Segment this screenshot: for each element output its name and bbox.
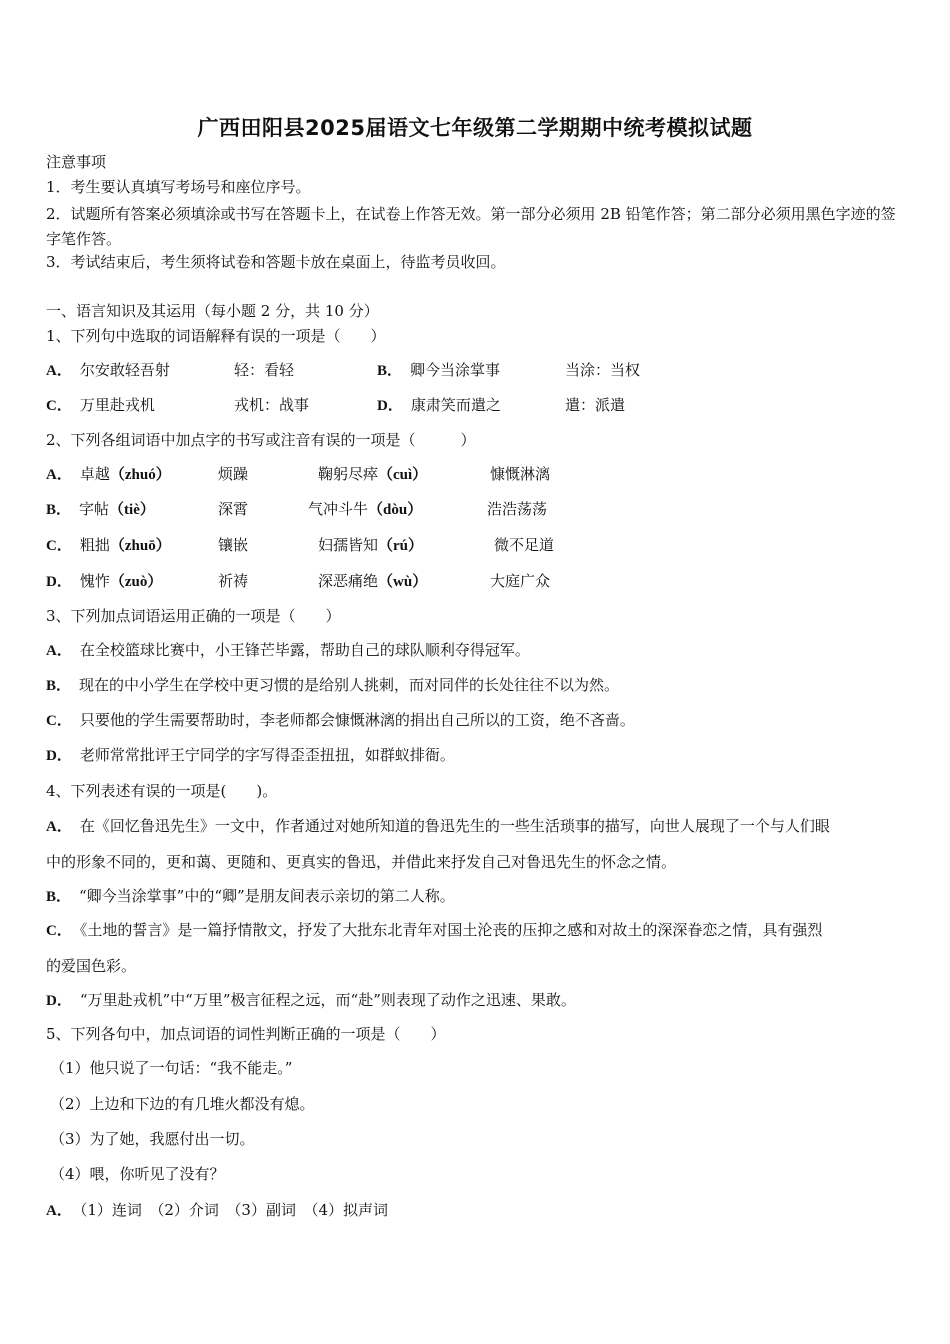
q5-item-3: （3）为了她，我愿付出一切。 — [50, 1130, 255, 1148]
q2-option-a-word4: 慷慨淋漓 — [490, 465, 551, 483]
q2-option-c: C． 粗拙（zhuō） — [46, 536, 171, 554]
q2-option-d-word4: 大庭广众 — [490, 572, 551, 590]
q2-option-d-word3: 深恶痛绝（wù） — [318, 572, 428, 590]
q4-option-a-continued: 中的形象不同的，更和蔼、更随和、更真实的鲁迅，并借此来抒发自己对鲁迅先生的怀念之情。 — [46, 853, 677, 871]
q4-option-a: A． 在《回忆鲁迅先生》一文中，作者通过对她所知道的鲁迅先生的一些生活琐事的描写，向世人展现了一个与人们眼 — [46, 817, 830, 835]
q4-option-d: D． “万里赴戎机”中“万里”极言征程之远，而“赴”则表现了动作之迅速、果敢。 — [46, 991, 576, 1009]
q1-option-d: D． 康肃笑而遣之 — [377, 396, 501, 414]
q1-option-c-note: 戎机：战事 — [234, 396, 310, 414]
question-3-stem: 3、下列加点词语运用正确的一项是（ ） — [46, 607, 341, 625]
q4-option-b: B． “卿今当涂掌事”中的“卿”是朋友间表示亲切的第二人称。 — [46, 887, 455, 905]
q3-option-c: C． 只要他的学生需要帮助时，李老师都会慷慨淋漓的捐出自己所以的工资，绝不吝啬。 — [46, 711, 635, 729]
q2-option-c-word4: 微不足道 — [494, 536, 555, 554]
q5-option-a: A． （1）连词 （2）介词 （3）副词 （4）拟声词 — [46, 1201, 389, 1219]
q2-option-d-word2: 祈祷 — [218, 572, 249, 590]
q4-option-c: C． 《土地的誓言》是一篇抒情散文，抒发了大批东北青年对国土沦丧的压抑之感和对故土的深深眷恋之情，具有强烈 — [46, 921, 823, 939]
q2-option-c-word2: 镶嵌 — [218, 536, 249, 554]
q1-option-d-note: 遣：派遣 — [565, 396, 626, 414]
question-5-stem: 5、下列各句中，加点词语的词性判断正确的一项是（ ） — [46, 1025, 446, 1043]
q2-option-a: A． 卓越（zhuó） — [46, 465, 171, 483]
q1-option-c: C． 万里赴戎机 — [46, 396, 155, 414]
q1-option-a-note: 轻：看轻 — [234, 361, 295, 379]
q2-option-b: B． 字帖（tiè） — [46, 500, 155, 518]
q2-option-d: D． 愧怍（zuò） — [46, 572, 163, 590]
question-1-stem: 1、下列句中选取的词语解释有误的一项是（ ） — [46, 327, 386, 345]
q3-option-b: B． 现在的中小学生在学校中更习惯的是给别人挑刺，而对同伴的长处往往不以为然。 — [46, 676, 620, 694]
q3-option-a: A． 在全校篮球比赛中，小王锋芒毕露，帮助自己的球队顺利夺得冠军。 — [46, 641, 530, 659]
q2-option-b-word2: 深霄 — [218, 500, 249, 518]
notice-heading: 注意事项 — [46, 153, 107, 171]
q1-option-a: A． 尔安敢轻吾射 — [46, 361, 170, 379]
q2-option-a-word3: 鞠躬尽瘁（cuì） — [318, 465, 428, 483]
q1-option-b: B． 卿今当涂掌事 — [377, 361, 501, 379]
q2-option-b-word4: 浩浩荡荡 — [487, 500, 548, 518]
question-2-stem: 2、下列各组词语中加点字的书写或注音有误的一项是（ ） — [46, 431, 476, 449]
notice-item-1: 1．考生要认真填写考场号和座位序号。 — [46, 178, 311, 196]
q2-option-c-word3: 妇孺皆知（rú） — [318, 536, 424, 554]
q5-item-2: （2）上边和下边的有几堆火都没有熄。 — [50, 1095, 315, 1113]
q5-item-4: （4）喂，你听见了没有？ — [50, 1165, 225, 1183]
notice-item-3: 3．考试结束后，考生须将试卷和答题卡放在桌面上，待监考员收回。 — [46, 253, 506, 271]
q2-option-b-word3: 气冲斗牛（dòu） — [308, 500, 423, 518]
q3-option-d: D． 老师常常批评王宁同学的字写得歪歪扭扭，如群蚁排衙。 — [46, 746, 455, 764]
page-title: 广西田阳县2025届语文七年级第二学期期中统考模拟试题 — [197, 116, 753, 140]
notice-item-2: 2．试题所有答案必须填涂或书写在答题卡上，在试卷上作答无效。第一部分必须用 2B 铅笔作答；第二部分必须用黑色字迹的签字笔作答。 — [46, 205, 896, 248]
q5-item-1: （1）他只说了一句话：“我不能走。” — [50, 1059, 293, 1077]
section-heading: 一、语言知识及其运用（每小题 2 分，共 10 分） — [46, 302, 379, 320]
q2-option-a-word2: 烦躁 — [218, 465, 249, 483]
q4-option-c-continued: 的爱国色彩。 — [46, 957, 137, 975]
q1-option-b-note: 当涂：当权 — [565, 361, 641, 379]
question-4-stem: 4、下列表述有误的一项是( )。 — [46, 782, 278, 800]
